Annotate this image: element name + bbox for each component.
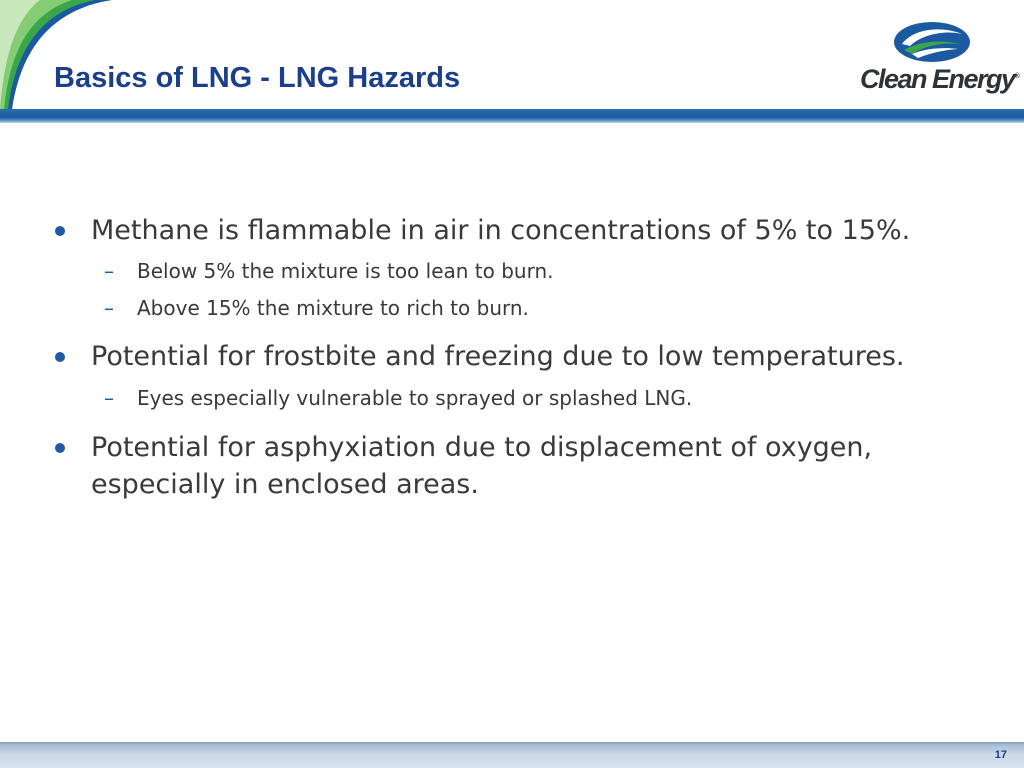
header-divider-bar xyxy=(0,109,1024,123)
sub-bullet-marker: – xyxy=(104,296,114,320)
bullet-marker xyxy=(55,352,65,362)
clean-energy-logo-icon xyxy=(892,20,972,64)
sub-bullet-item: Above 15% the mixture to rich to burn. xyxy=(137,296,529,320)
clean-energy-logo xyxy=(860,20,1020,102)
footer-bar xyxy=(0,742,1024,768)
bullet-marker xyxy=(55,226,65,236)
bullet-item: Potential for asphyxiation due to displacement of oxygen, xyxy=(91,432,873,463)
slide-title: Basics of LNG - LNG Hazards xyxy=(54,62,461,94)
bullet-marker xyxy=(55,443,65,453)
bullet-item: Potential for frostbite and freezing due to low temperatures. xyxy=(91,341,905,372)
bullet-item-continuation: especially in enclosed areas. xyxy=(91,469,479,500)
bullet-item: Methane is flammable in air in concentrations of 5% to 15%. xyxy=(91,215,911,246)
sub-bullet-item: Below 5% the mixture is too lean to burn. xyxy=(137,259,554,283)
sub-bullet-item: Eyes especially vulnerable to sprayed or splashed LNG. xyxy=(137,386,693,410)
clean-energy-logo-wordmark: Clean Energy® xyxy=(860,64,1020,94)
sub-bullet-marker: – xyxy=(104,386,114,410)
sub-bullet-marker: – xyxy=(104,259,114,283)
page-number: 17 xyxy=(994,749,1007,761)
